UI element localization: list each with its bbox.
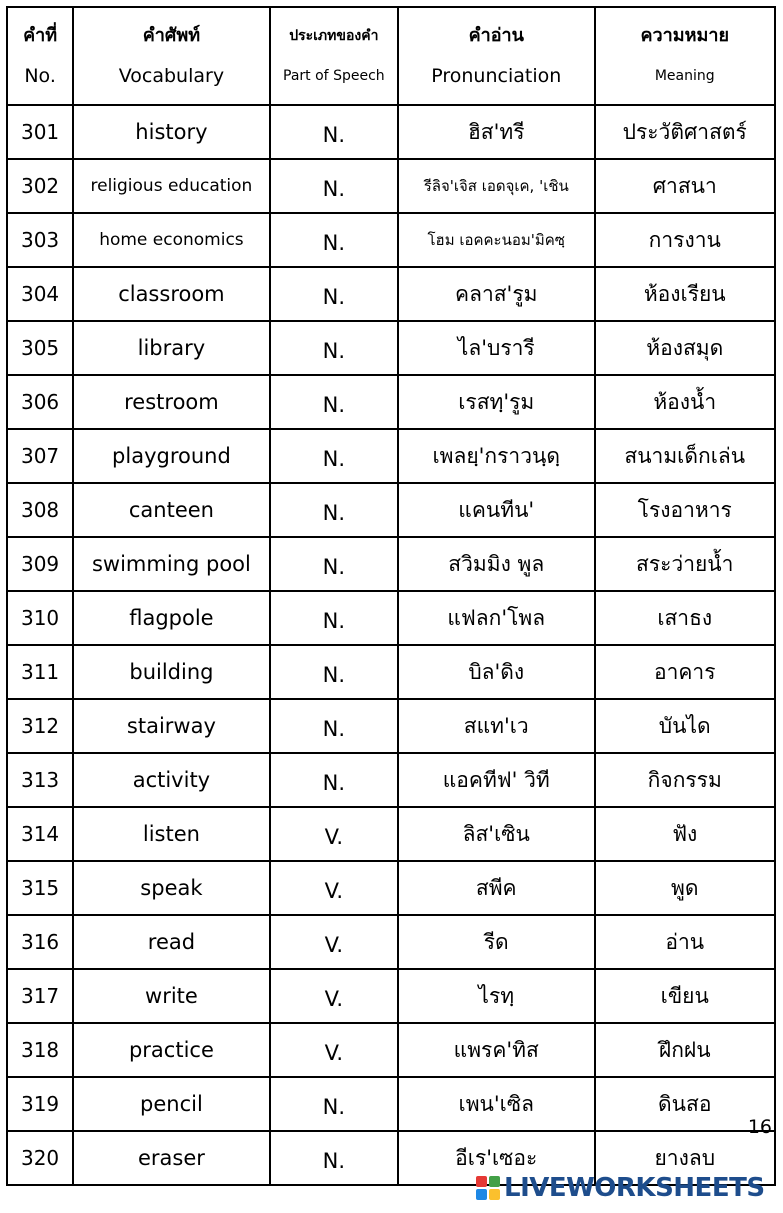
header-vocabulary xyxy=(73,7,270,105)
row-pronunciation: แคนทีน' xyxy=(398,483,595,537)
header-vocabulary-english: Vocabulary xyxy=(118,65,225,87)
row-meaning: บันได xyxy=(595,699,776,753)
row-number: 319 xyxy=(7,1077,73,1131)
row-part-of-speech: V. xyxy=(270,969,398,1023)
row-pronunciation: คลาส'รูม xyxy=(398,267,595,321)
row-part-of-speech: N. xyxy=(270,159,398,213)
row-vocabulary: building xyxy=(73,645,270,699)
row-number: 308 xyxy=(7,483,73,537)
table-row xyxy=(7,1023,775,1077)
table-row xyxy=(7,321,775,375)
row-vocabulary: speak xyxy=(73,861,270,915)
logo-square-red xyxy=(476,1176,487,1187)
row-vocabulary: swimming pool xyxy=(73,537,270,591)
row-part-of-speech: V. xyxy=(270,915,398,969)
row-pronunciation: รีด xyxy=(398,915,595,969)
row-meaning: ห้องน้ำ xyxy=(595,375,776,429)
table-row xyxy=(7,375,775,429)
row-part-of-speech: N. xyxy=(270,645,398,699)
vocabulary-table xyxy=(6,6,776,1186)
row-meaning: การงาน xyxy=(595,213,776,267)
row-vocabulary: practice xyxy=(73,1023,270,1077)
row-part-of-speech: N. xyxy=(270,1131,398,1185)
logo-square-green xyxy=(489,1176,500,1187)
row-vocabulary: stairway xyxy=(73,699,270,753)
row-pronunciation: สพีค xyxy=(398,861,595,915)
row-vocabulary: classroom xyxy=(73,267,270,321)
row-meaning: สนามเด็กเล่น xyxy=(595,429,776,483)
row-pronunciation: เพลยฺ'กราวนฺดฺ xyxy=(398,429,595,483)
row-vocabulary: read xyxy=(73,915,270,969)
table-row xyxy=(7,483,775,537)
row-vocabulary: home economics xyxy=(73,213,270,267)
table-row xyxy=(7,429,775,483)
row-number: 318 xyxy=(7,1023,73,1077)
row-part-of-speech: V. xyxy=(270,1023,398,1077)
row-part-of-speech: N. xyxy=(270,1077,398,1131)
row-number: 307 xyxy=(7,429,73,483)
liveworksheets-logo-icon xyxy=(476,1176,500,1200)
row-number: 320 xyxy=(7,1131,73,1185)
row-number: 315 xyxy=(7,861,73,915)
row-number: 304 xyxy=(7,267,73,321)
table-row xyxy=(7,591,775,645)
row-meaning: โรงอาหาร xyxy=(595,483,776,537)
row-number: 301 xyxy=(7,105,73,159)
row-part-of-speech: N. xyxy=(270,375,398,429)
row-vocabulary: eraser xyxy=(73,1131,270,1185)
header-meaning-thai: ความหมาย xyxy=(640,25,729,46)
row-pronunciation: สแท'เว xyxy=(398,699,595,753)
row-number: 314 xyxy=(7,807,73,861)
table-row xyxy=(7,753,775,807)
row-number: 309 xyxy=(7,537,73,591)
table-row xyxy=(7,699,775,753)
header-no-english: No. xyxy=(24,65,56,87)
row-number: 303 xyxy=(7,213,73,267)
row-pronunciation: เพน'เซิล xyxy=(398,1077,595,1131)
row-pronunciation: โฮม เอคคะนอม'มิคซฺ xyxy=(398,213,595,267)
header-meaning-english: Meaning xyxy=(654,68,715,84)
row-number: 313 xyxy=(7,753,73,807)
header-part-of-speech xyxy=(270,7,398,105)
table-row xyxy=(7,105,775,159)
row-meaning: ฟัง xyxy=(595,807,776,861)
liveworksheets-logo[interactable] xyxy=(476,1173,765,1203)
row-meaning: ประวัติศาสตร์ xyxy=(595,105,776,159)
row-meaning: ห้องสมุด xyxy=(595,321,776,375)
row-part-of-speech: N. xyxy=(270,105,398,159)
table-row xyxy=(7,861,775,915)
logo-square-blue xyxy=(476,1189,487,1200)
row-meaning: ดินสอ xyxy=(595,1077,776,1131)
header-meaning xyxy=(595,7,776,105)
table-row xyxy=(7,915,775,969)
row-pronunciation: ไล'บรารี xyxy=(398,321,595,375)
row-meaning: อาคาร xyxy=(595,645,776,699)
row-part-of-speech: N. xyxy=(270,213,398,267)
table-row xyxy=(7,969,775,1023)
row-pronunciation: รีลิจ'เจิส เอดจุเค, 'เชิน xyxy=(398,159,595,213)
row-number: 302 xyxy=(7,159,73,213)
row-vocabulary: listen xyxy=(73,807,270,861)
row-number: 310 xyxy=(7,591,73,645)
header-no xyxy=(7,7,73,105)
row-vocabulary: restroom xyxy=(73,375,270,429)
header-part-of-speech-thai: ประเภทของคำ xyxy=(289,28,379,44)
table-row xyxy=(7,807,775,861)
row-number: 306 xyxy=(7,375,73,429)
row-vocabulary: activity xyxy=(73,753,270,807)
row-part-of-speech: N. xyxy=(270,753,398,807)
row-pronunciation: อีเร'เซอะ xyxy=(398,1131,595,1185)
table-row xyxy=(7,213,775,267)
row-vocabulary: pencil xyxy=(73,1077,270,1131)
row-pronunciation: ลิส'เซิน xyxy=(398,807,595,861)
row-pronunciation: แพรค'ทิส xyxy=(398,1023,595,1077)
row-part-of-speech: N. xyxy=(270,537,398,591)
row-number: 312 xyxy=(7,699,73,753)
header-pronunciation xyxy=(398,7,595,105)
row-vocabulary: write xyxy=(73,969,270,1023)
table-row xyxy=(7,267,775,321)
row-part-of-speech: N. xyxy=(270,699,398,753)
row-number: 305 xyxy=(7,321,73,375)
row-vocabulary: history xyxy=(73,105,270,159)
row-vocabulary: playground xyxy=(73,429,270,483)
header-pronunciation-english: Pronunciation xyxy=(431,65,562,87)
row-vocabulary: flagpole xyxy=(73,591,270,645)
table-header-row xyxy=(7,7,775,105)
liveworksheets-logo-text: LIVEWORKSHEETS xyxy=(504,1173,765,1203)
row-meaning: เขียน xyxy=(595,969,776,1023)
header-vocabulary-thai: คำศัพท์ xyxy=(142,25,201,46)
row-meaning: ห้องเรียน xyxy=(595,267,776,321)
row-vocabulary: library xyxy=(73,321,270,375)
table-row xyxy=(7,159,775,213)
row-number: 316 xyxy=(7,915,73,969)
row-meaning: อ่าน xyxy=(595,915,776,969)
row-meaning: ศาสนา xyxy=(595,159,776,213)
row-part-of-speech: N. xyxy=(270,321,398,375)
row-pronunciation: เรสทฺ'รูม xyxy=(398,375,595,429)
logo-square-yellow xyxy=(489,1189,500,1200)
row-pronunciation: ฮิส'ทรี xyxy=(398,105,595,159)
table-row xyxy=(7,645,775,699)
table-row xyxy=(7,1077,775,1131)
row-part-of-speech: N. xyxy=(270,267,398,321)
header-no-thai: คำที่ xyxy=(23,25,58,46)
row-part-of-speech: V. xyxy=(270,807,398,861)
row-vocabulary: religious education xyxy=(73,159,270,213)
row-pronunciation: บิล'ดิง xyxy=(398,645,595,699)
row-part-of-speech: V. xyxy=(270,861,398,915)
row-vocabulary: canteen xyxy=(73,483,270,537)
row-meaning: พูด xyxy=(595,861,776,915)
row-number: 317 xyxy=(7,969,73,1023)
row-pronunciation: ไรทฺ xyxy=(398,969,595,1023)
row-meaning: สระว่ายน้ำ xyxy=(595,537,776,591)
page-number: 16 xyxy=(747,1116,772,1138)
row-number: 311 xyxy=(7,645,73,699)
row-part-of-speech: N. xyxy=(270,591,398,645)
row-meaning: ฝึกฝน xyxy=(595,1023,776,1077)
row-pronunciation: แฟลก'โพล xyxy=(398,591,595,645)
row-pronunciation: แอคทีฟ' วิที xyxy=(398,753,595,807)
row-meaning: กิจกรรม xyxy=(595,753,776,807)
header-part-of-speech-english: Part of Speech xyxy=(283,68,385,84)
row-meaning: เสาธง xyxy=(595,591,776,645)
row-part-of-speech: N. xyxy=(270,483,398,537)
header-pronunciation-thai: คำอ่าน xyxy=(468,25,524,46)
row-pronunciation: สวิมมิง พูล xyxy=(398,537,595,591)
row-meaning: ยางลบ xyxy=(595,1131,776,1185)
table-row xyxy=(7,537,775,591)
row-part-of-speech: N. xyxy=(270,429,398,483)
